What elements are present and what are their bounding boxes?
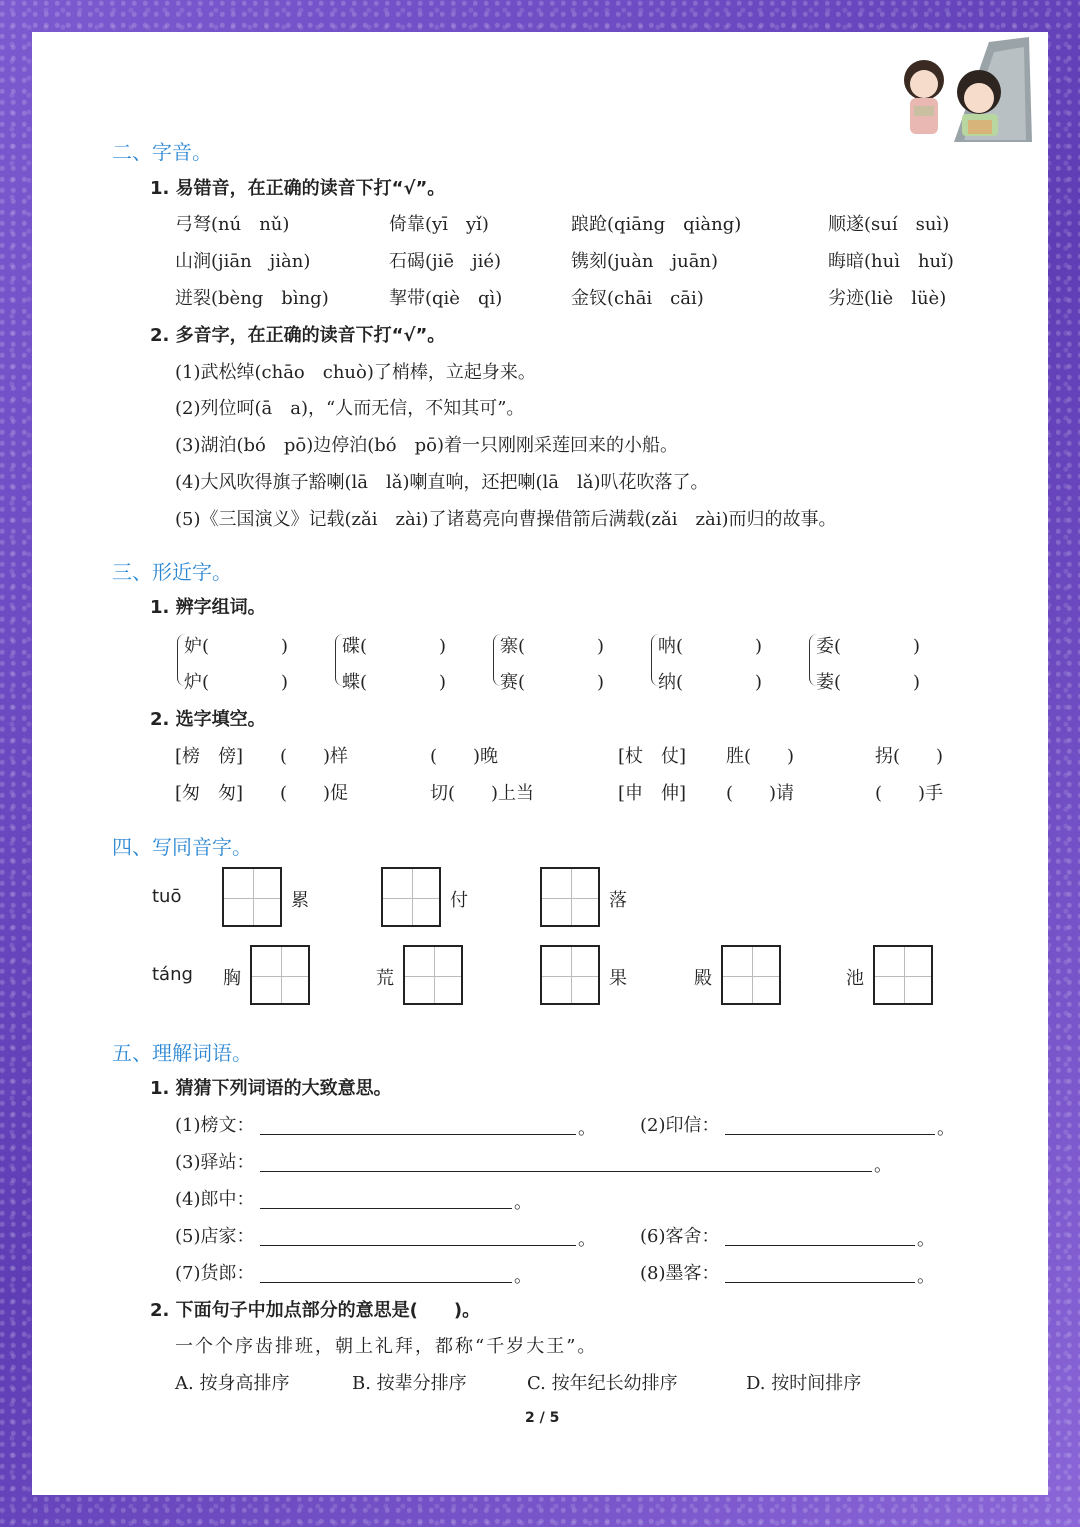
question-title: 1. 辨字组词。	[150, 597, 266, 618]
period: 。	[514, 1192, 532, 1213]
option-c[interactable]: C. 按年纪长幼排序	[527, 1373, 678, 1394]
word-blank[interactable]: 炉( )	[184, 672, 289, 693]
sentence-item: (3)湖泊(bó pō)边停泊(bó pō)着一只刚刚采莲回来的小船。	[175, 435, 679, 456]
word-blank[interactable]: 纳( )	[658, 672, 763, 693]
worksheet-page	[32, 32, 1048, 1495]
question-title: 2. 多音字，在正确的读音下打“√”。	[150, 325, 446, 346]
term-label: (6)客舍：	[640, 1226, 720, 1247]
sentence-item: (1)武松绰(chāo chuò)了梢棒，立起身来。	[175, 362, 536, 383]
writing-box[interactable]	[721, 945, 781, 1005]
sentence-item: (2)列位呵(ā a)，“人而无信，不知其可”。	[175, 398, 525, 419]
term-label: (2)印信：	[640, 1115, 720, 1136]
pinyin-item: 迸裂(bèng bìng)	[175, 288, 329, 309]
answer-line[interactable]	[725, 1282, 915, 1283]
fill-blank[interactable]: ( )手	[875, 783, 944, 804]
char-label: 累	[291, 890, 309, 911]
period: 。	[578, 1229, 596, 1250]
page-number: 2 / 5	[525, 1410, 560, 1426]
term-label: (4)郎中：	[175, 1189, 255, 1210]
answer-line[interactable]	[260, 1245, 576, 1246]
section-title-homophones: 四、写同音字。	[112, 835, 252, 859]
period: 。	[578, 1118, 596, 1139]
writing-box[interactable]	[381, 867, 441, 927]
pinyin-item: 倚靠(yī yǐ)	[389, 214, 489, 235]
period: 。	[917, 1266, 935, 1287]
period: 。	[917, 1229, 935, 1250]
sentence-item: (4)大风吹得旗子豁喇(lā lǎ)喇直响，还把喇(lā lǎ)叭花吹落了。	[175, 472, 709, 493]
char-label: 胸	[223, 968, 241, 989]
reading-children-illustration	[894, 32, 1034, 152]
char-label: 荒	[376, 968, 394, 989]
option-d[interactable]: D. 按时间排序	[746, 1373, 862, 1394]
term-label: (1)榜文：	[175, 1115, 255, 1136]
word-blank[interactable]: 呐( )	[658, 636, 763, 657]
question-title: 2. 选字填空。	[150, 709, 266, 730]
word-blank[interactable]: 妒( )	[184, 636, 289, 657]
term-label: (7)货郎：	[175, 1263, 255, 1284]
fill-blank[interactable]: ( )样	[280, 746, 349, 767]
answer-line[interactable]	[260, 1171, 872, 1172]
pinyin-item: 石碣(jiē jié)	[389, 251, 502, 272]
char-choice: [杖 仗]	[618, 746, 687, 767]
example-sentence: 一个个序齿排班，朝上礼拜，都称“千岁大王”。	[175, 1336, 598, 1357]
answer-line[interactable]	[260, 1282, 512, 1283]
section-title-word-meaning: 五、理解词语。	[112, 1041, 252, 1065]
sentence-item: (5)《三国演义》记载(zǎi zài)了诸葛亮向曹操借箭后满载(zǎi zài)而归的故事。	[175, 509, 837, 530]
pinyin-item: 金钗(chāi cāi)	[571, 288, 704, 309]
answer-line[interactable]	[260, 1134, 576, 1135]
fill-blank[interactable]: 拐( )	[875, 746, 944, 767]
section-title-similar-chars: 三、形近字。	[112, 560, 232, 584]
pinyin-item: 踉跄(qiāng qiàng)	[571, 214, 742, 235]
writing-box[interactable]	[222, 867, 282, 927]
question-title: 2. 下面句子中加点部分的意思是( )。	[150, 1300, 481, 1321]
fill-blank[interactable]: ( )晚	[430, 746, 499, 767]
char-choice: [榜 傍]	[175, 746, 244, 767]
answer-line[interactable]	[260, 1208, 512, 1209]
answer-line[interactable]	[725, 1134, 935, 1135]
char-label: 果	[609, 968, 627, 989]
question-title: 1. 易错音，在正确的读音下打“√”。	[150, 178, 446, 199]
writing-box[interactable]	[250, 945, 310, 1005]
word-blank[interactable]: 赛( )	[500, 672, 605, 693]
word-blank[interactable]: 寨( )	[500, 636, 605, 657]
word-blank[interactable]: 碟( )	[342, 636, 447, 657]
pinyin-item: 顺遂(suí suì)	[828, 214, 950, 235]
writing-box[interactable]	[540, 867, 600, 927]
writing-box[interactable]	[540, 945, 600, 1005]
term-label: (3)驿站：	[175, 1152, 255, 1173]
fill-blank[interactable]: 切( )上当	[430, 783, 535, 804]
pinyin-item: 山涧(jiān jiàn)	[175, 251, 311, 272]
pinyin-item: 劣迹(liè lüè)	[828, 288, 947, 309]
fill-blank[interactable]: 胜( )	[726, 746, 795, 767]
word-blank[interactable]: 蝶( )	[342, 672, 447, 693]
char-choice: [申 伸]	[618, 783, 687, 804]
period: 。	[514, 1266, 532, 1287]
pinyin-label: tuō	[152, 886, 182, 907]
term-label: (5)店家：	[175, 1226, 255, 1247]
term-label: (8)墨客：	[640, 1263, 720, 1284]
period: 。	[874, 1155, 892, 1176]
char-choice: [匆 匆]	[175, 783, 244, 804]
pinyin-item: 挈带(qiè qì)	[389, 288, 503, 309]
pinyin-item: 弓弩(nú nǔ)	[175, 214, 290, 235]
question-title: 1. 猜猜下列词语的大致意思。	[150, 1078, 392, 1099]
writing-box[interactable]	[403, 945, 463, 1005]
pinyin-item: 镌刻(juàn juān)	[571, 251, 719, 272]
answer-line[interactable]	[725, 1245, 915, 1246]
char-label: 池	[846, 968, 864, 989]
fill-blank[interactable]: ( )促	[280, 783, 349, 804]
char-label: 落	[609, 890, 627, 911]
char-label: 付	[450, 890, 468, 911]
section-title-pronunciation: 二、字音。	[112, 140, 212, 164]
pinyin-item: 晦暗(huì huǐ)	[828, 251, 954, 272]
period: 。	[937, 1118, 955, 1139]
pinyin-label: táng	[152, 964, 193, 985]
fill-blank[interactable]: ( )请	[726, 783, 795, 804]
option-b[interactable]: B. 按辈分排序	[352, 1373, 467, 1394]
word-blank[interactable]: 委( )	[816, 636, 921, 657]
writing-box[interactable]	[873, 945, 933, 1005]
char-label: 殿	[694, 968, 712, 989]
word-blank[interactable]: 萎( )	[816, 672, 921, 693]
option-a[interactable]: A. 按身高排序	[175, 1373, 290, 1394]
